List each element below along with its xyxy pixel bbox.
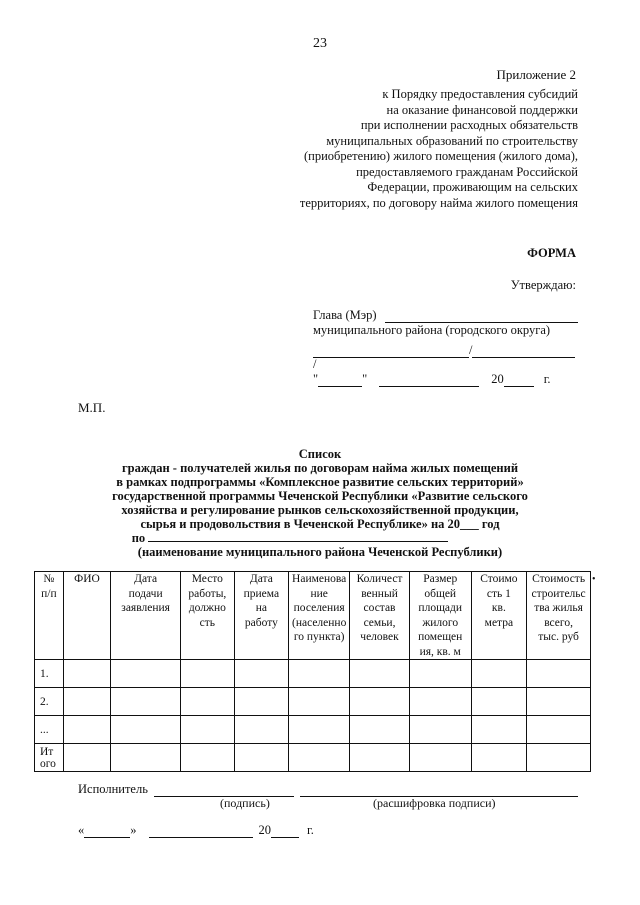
table-row [35, 716, 591, 744]
col-header-fio: ФИО [63, 572, 110, 660]
head-name-line[interactable] [385, 310, 578, 323]
table-cell[interactable] [181, 688, 235, 716]
head-label: Глава (Мэр) [313, 308, 377, 322]
quote-open: " [313, 372, 319, 386]
po-label: по [131, 531, 146, 545]
table-cell[interactable] [111, 716, 181, 744]
table-cell[interactable] [527, 744, 591, 772]
table-cell[interactable] [471, 716, 527, 744]
approve-label: Утверждаю: [510, 278, 576, 292]
table-cell[interactable] [350, 688, 410, 716]
table-cell[interactable] [350, 716, 410, 744]
table-cell[interactable] [181, 744, 235, 772]
col-header-number: № п/п [35, 572, 64, 660]
approval-signature-line [313, 342, 575, 358]
row-number: 2. [35, 688, 64, 716]
heading-line: в рамках подпрограммы «Комплексное развитие сельских территорий» [116, 475, 524, 489]
table-cell[interactable] [350, 660, 410, 688]
year-prefix: 20 [491, 372, 504, 386]
head-signature-row [313, 308, 578, 323]
approval-date-line [313, 372, 575, 387]
table-row [35, 660, 591, 688]
table-cell[interactable] [289, 744, 350, 772]
col-header-application-date: Дата подачи заявления [111, 572, 181, 660]
table-cell[interactable] [181, 660, 235, 688]
page-number: 23 [313, 36, 327, 51]
table-cell[interactable] [234, 660, 289, 688]
footer-year-suffix: г. [307, 823, 314, 837]
col-header-workplace: Место работы, должно сть [181, 572, 235, 660]
signature-caption: (подпись) [220, 796, 270, 810]
heading-line: государственной программы Чеченской Республики «Развитие сельского [112, 489, 528, 503]
table-cell[interactable] [111, 688, 181, 716]
executor-label: Исполнитель [78, 782, 148, 796]
district-name-blank[interactable] [148, 531, 448, 542]
table-cell[interactable] [471, 744, 527, 772]
table-cell[interactable] [409, 716, 471, 744]
heading-line: сырья и продовольствия в Чеченской Республике» на 20___ год [140, 517, 500, 531]
appendix-line: на оказание финансовой поддержки [386, 102, 578, 117]
appendix-text [248, 87, 578, 211]
heading-line: хозяйства и регулирование рынков сельскохозяйственной продукции, [121, 503, 519, 517]
table-cell[interactable] [471, 688, 527, 716]
table-cell[interactable] [111, 660, 181, 688]
heading-subtitle: (наименование муниципального района Чеченской Республики) [137, 545, 503, 559]
list-heading [0, 447, 640, 559]
recipients-table [34, 571, 591, 772]
col-header-hire-date: Дата приема на работу [234, 572, 289, 660]
decoding-caption: (расшифровка подписи) [373, 796, 496, 810]
table-cell[interactable] [63, 744, 110, 772]
table-cell[interactable] [289, 660, 350, 688]
footer-date-line [78, 823, 328, 838]
table-cell[interactable] [527, 660, 591, 688]
heading-po-row [0, 531, 640, 545]
margin-marker: • [592, 574, 596, 585]
row-number: 1. [35, 660, 64, 688]
table-cell[interactable] [409, 660, 471, 688]
form-label: ФОРМА [527, 246, 576, 260]
year-blank[interactable] [504, 374, 534, 387]
month-blank[interactable] [379, 374, 479, 387]
col-header-price-per-meter: Стоимо сть 1 кв. метра [471, 572, 527, 660]
table-cell[interactable] [409, 744, 471, 772]
signature-blank[interactable] [313, 345, 469, 358]
appendix-line: предоставляемого гражданам Российской [356, 164, 578, 179]
slash-below: / [313, 357, 317, 371]
executor-row [78, 782, 578, 797]
total-label: Ит ого [35, 744, 64, 772]
slash-separator: / [469, 343, 473, 357]
table-cell[interactable] [63, 688, 110, 716]
col-header-area: Размер общей площади жилого помещен ия, кв. м [409, 572, 471, 660]
footer-day-blank[interactable] [84, 825, 130, 838]
table-header-row [35, 572, 591, 660]
quote-close: " [362, 372, 368, 386]
table-cell[interactable] [234, 744, 289, 772]
table-row-total [35, 744, 591, 772]
table-cell[interactable] [409, 688, 471, 716]
table-cell[interactable] [350, 744, 410, 772]
table-cell[interactable] [63, 716, 110, 744]
appendix-line: Федерации, проживающим на сельских [367, 180, 578, 194]
appendix-line: (приобретению) жилого помещения (жилого дома), [303, 149, 578, 163]
footer-month-blank[interactable] [149, 825, 253, 838]
table-cell[interactable] [527, 688, 591, 716]
col-header-settlement: Наименова ние поселения (населенно го пункта) [289, 572, 350, 660]
table-cell[interactable] [289, 716, 350, 744]
table-cell[interactable] [234, 716, 289, 744]
col-header-family-size: Количест венный состав семьи, человек [350, 572, 410, 660]
appendix-line: территориях, по договору найма жилого помещения [299, 195, 578, 210]
district-label: муниципального района (городского округа) [313, 323, 551, 337]
appendix-title: Приложение 2 [496, 67, 576, 82]
col-header-total-cost: Стоимость строительс тва жилья всего, тыс. руб [527, 572, 591, 660]
heading-title: Список [298, 447, 342, 461]
year-suffix: г. [543, 372, 551, 386]
name-blank[interactable] [472, 345, 575, 358]
day-blank[interactable] [318, 374, 362, 387]
footer-year-prefix: 20 [258, 823, 271, 837]
appendix-line: муниципальных образований по строительству [326, 133, 578, 148]
appendix-line: при исполнении расходных обязательств [360, 118, 578, 132]
table-cell[interactable] [289, 688, 350, 716]
appendix-line: к Порядку предоставления субсидий [382, 87, 578, 101]
date-open-quote: « [78, 823, 85, 837]
table-cell[interactable] [63, 660, 110, 688]
stamp-place: М.П. [78, 400, 106, 415]
table-cell[interactable] [181, 716, 235, 744]
table-cell[interactable] [111, 744, 181, 772]
heading-line: граждан - получателей жилья по договорам найма жилых помещений [121, 461, 519, 475]
table-cell[interactable] [234, 688, 289, 716]
table-row [35, 688, 591, 716]
date-close-quote: » [130, 823, 137, 837]
table-cell[interactable] [527, 716, 591, 744]
footer-year-blank[interactable] [271, 825, 299, 838]
row-number: ... [35, 716, 64, 744]
table-cell[interactable] [471, 660, 527, 688]
